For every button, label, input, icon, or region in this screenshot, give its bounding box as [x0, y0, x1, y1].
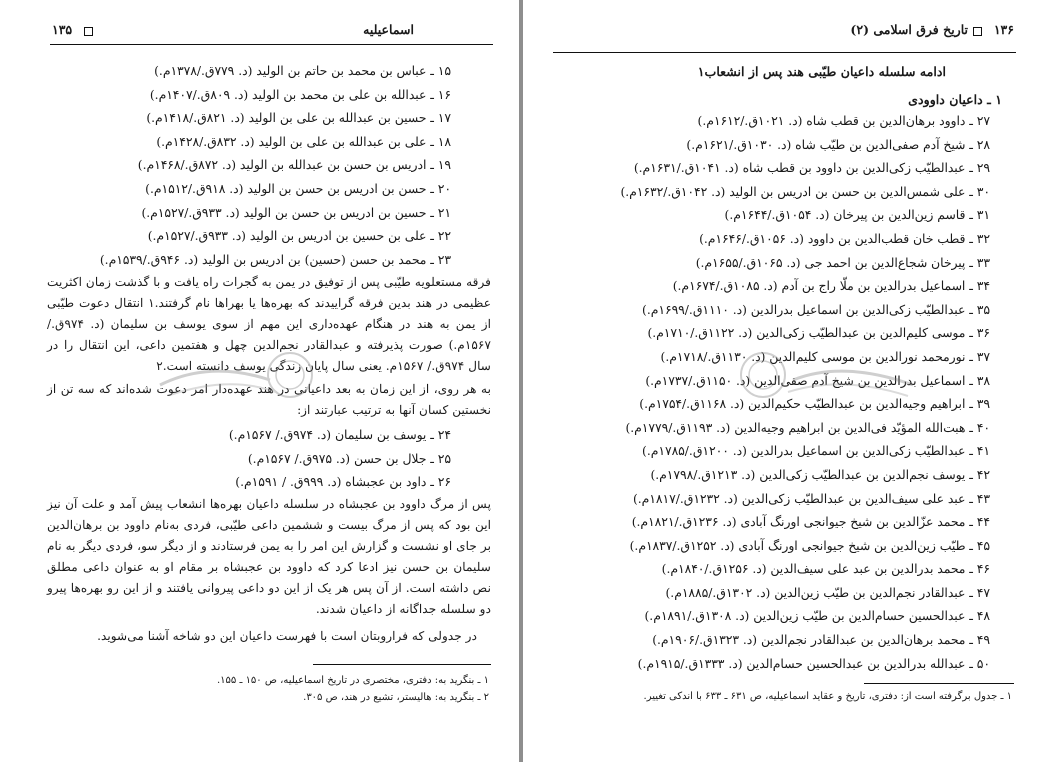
right-footnote-separator [864, 683, 1014, 684]
paragraph-3: پس از مرگ داوود بن عجبشاه در سلسله داعیان بهره‌ها انشعاب پیش آمد و علت آن نیز این بود که پس از مرگ بیست و ششمین داعی طیّبی، فردی به‌نام داوود بن برهان‌الدین بر جای او نشست و گزارش این امر را به یمن فرستادند و از دیگر سو، فردی دیگر به نام سلیمان بن حسن نیز ادعا کرد که داوود بن عجبشاه بر مقام او به عنوان داعی مطلق نص داشته است. از آن پس هر یک از این دو داعی پیروانی یافتند و از این رو بهره‌ها پیرو دو سلسله جداگانه از داعیان شدند. [47, 497, 491, 616]
right-list-item: ۴۱ ـ عبدالطیّب زکی‌الدین بن اسماعیل بدرالدین (د. ۱۲۰۰ق./۱۷۸۵م.) [642, 444, 990, 459]
right-list-item: ۴۳ ـ عبد علی سیف‌الدین بن عبدالطیّب زکی‌الدین (د. ۱۲۳۲ق./۱۸۱۷م.) [632, 491, 990, 506]
right-list-item: ۴۹ ـ محمد برهان‌الدین بن عبدالقادر نجم‌الدین (د. ۱۳۲۳ق./۱۹۰۶م.) [652, 633, 990, 648]
right-list-item: ۲۷ ـ داوود برهان‌الدین بن قطب شاه (د. ۱۰۲۱ق./۱۶۱۲م.) [697, 114, 990, 128]
paragraph-4: در جدولی که فراروبتان است با فهرست داعیان این دو شاخه آشنا می‌شوید. [97, 629, 477, 643]
footnote-1: ۱ ـ بنگرید به: دفتری، مختصری در تاریخ اسماعیلیه، ص ۱۵۰ ـ ۱۵۵. [216, 675, 489, 686]
left-header-title: اسماعیلیه [363, 22, 414, 37]
right-list-item: ۳۰ ـ علی شمس‌الدین بن حسن بن ادریس بن الولید (د. ۱۰۴۲ق./۱۶۳۲م.) [620, 184, 990, 199]
left-header-rule [50, 44, 493, 45]
right-list-item: ۲۸ ـ شیخ آدم صفی‌الدین بن طیّب شاه (د. ۱۰۳۰ق./۱۶۲۱م.) [686, 137, 990, 152]
paragraph-1: فرقه مستعلویه طیّبی پس از توفیق در یمن به گجرات راه یافت و با گذشت زمان اکثریت عظیمی در هند بدین فرقه گراییدند که بهره‌ها یا بهراها نام گرفتند.۱ انتقال دعوت طیّبی از یمن به هند در هنگام عهده‌داری این مهم از سوی یوسف بن سلیمان (د. ۹۷۴ق./ ۱۵۶۷م.) صورت پذیرفته و عبدالقادر نجم‌الدین چهل و هفتمین داعی، این انتقال را در سال ۹۷۴ق./ ۱۵۶۷م. یعنی سال پایان زندگی یوسف دانسته است.۲ [47, 275, 491, 373]
left-list-top-item: ۲۲ ـ علی بن حسین بن ادریس بن الولید (د. ۹۳۳ق./۱۵۲۷م.) [147, 229, 451, 244]
paragraph-2: به هر روی، از این زمان به بعد داعیانی در هند عهده‌دار امر دعوت شده‌اند که سه تن از نخستین کسان آنها به ترتیب عبارتند از: [47, 382, 491, 417]
right-list-item: ۴۲ ـ یوسف نجم‌الدین بن عبدالطیّب زکی‌الدین (د. ۱۲۱۳ق./۱۷۹۸م.) [650, 467, 990, 482]
right-page [523, 0, 1042, 762]
left-list-top-item: ۲۳ ـ محمد بن حسن (حسین) بن ادریس بن الولید (د. ۹۴۶ق./۱۵۳۹م.) [99, 252, 451, 267]
footnote-2: ۲ ـ بنگرید به: هالیستر، تشیع در هند، ص ۳۰۵. [303, 692, 489, 703]
right-list-item: ۵۰ ـ عبدالله بدرالدین بن عبدالحسین حسام‌الدین (د. ۱۳۳۳ق./۱۹۱۵م.) [637, 656, 990, 671]
right-list-item: ۳۳ ـ پیرخان شجاع‌الدین بن احمد جی (د. ۱۰۶۵ق./۱۶۵۵م.) [695, 255, 990, 270]
left-list-mid-item: ۲۴ ـ یوسف بن سلیمان (د. ۹۷۴ق./ ۱۵۶۷م.) [228, 428, 451, 442]
header-square-icon [973, 27, 982, 36]
subheading-davoodi: ۱ ـ داعیان داوودی [908, 92, 1002, 107]
right-list-item: ۳۸ ـ اسماعیل بدرالدین بن شیخ آدم صفی‌الدین (د. ۱۱۵۰ق./۱۷۳۷م.) [645, 373, 990, 388]
right-list-item: ۴۶ ـ محمد بدرالدین بن عبد علی سیف‌الدین (د. ۱۲۵۶ق./۱۸۴۰م.) [661, 562, 990, 577]
left-list-mid-item: ۲۵ ـ جلال بن حسن (د. ۹۷۵ق./ ۱۵۶۷م.) [247, 451, 451, 466]
left-header-page-number: ۱۳۵ [52, 22, 73, 37]
left-footnotes [49, 672, 489, 706]
left-list-top-item: ۱۹ ـ ادریس بن حسن بن عبدالله بن الولید (د. ۸۷۲ق./۱۴۶۸م.) [137, 158, 451, 173]
watermark-stamp-icon [723, 340, 923, 410]
watermark-stamp-icon [150, 340, 350, 410]
left-list-top-item: ۱۵ ـ عباس بن محمد بن حاتم بن الولید (د. ۷۷۹ق./۱۳۷۸م.) [154, 64, 451, 78]
right-list-item: ۳۱ ـ قاسم زین‌الدین بن پیرخان (د. ۱۰۵۴ق./۱۶۴۴م.) [724, 208, 990, 223]
left-paragraphs-bottom [47, 494, 491, 647]
left-list-top-item: ۱۷ ـ حسین بن عبدالله بن علی بن الولید (د. ۸۲۱ق./۱۴۱۸م.) [146, 111, 451, 126]
left-list-top-item: ۱۸ ـ علی بن عبدالله بن علی بن الولید (د. ۸۳۲ق./۱۴۲۸م.) [156, 134, 451, 149]
right-list-item: ۲۹ ـ عبدالطیّب زکی‌الدین بن داوود بن قطب شاه (د. ۱۰۴۱ق./۱۶۳۱م.) [633, 161, 990, 176]
right-list-item: ۳۹ ـ ابراهیم وجیه‌الدین بن عبدالطیّب حکیم‌الدین (د. ۱۱۶۸ق./۱۷۵۴م.) [639, 397, 990, 412]
right-list-item: ۴۸ ـ عبدالحسین حسام‌الدین بن طیّب زین‌الدین (د. ۱۳۰۸ق./۱۸۹۱م.) [644, 609, 990, 624]
right-header-title: تاریخ فرق اسلامی (۲) [850, 22, 968, 37]
right-list-item: ۳۴ ـ اسماعیل بدرالدین بن ملّا راج بن آدم (د. ۱۰۸۵ق./۱۶۷۴م.) [672, 279, 990, 294]
left-list-top-item: ۱۶ ـ عبدالله بن علی بن محمد بن الولید (د. ۸۰۹ق./۱۴۰۷م.) [149, 87, 451, 102]
right-list-item: ۴۰ ـ هبت‌الله المؤیّد فی‌الدین بن ابراهیم وجیه‌الدین (د. ۱۱۹۳ق./۱۷۷۹م.) [625, 420, 990, 435]
right-list-item: ۳۵ ـ عبدالطیّب زکی‌الدین بن اسماعیل بدرالدین (د. ۱۱۱۰ق./۱۶۹۹م.) [642, 302, 990, 317]
right-list-item: ۳۲ ـ قطب خان قطب‌الدین بن داوود (د. ۱۰۵۶ق./۱۶۴۶م.) [699, 231, 990, 246]
right-list-item: ۴۵ ـ طیّب زین‌الدین بن شیخ جیوانجی اورنگ آبادی (د. ۱۲۵۲ق./۱۸۳۷م.) [629, 538, 990, 553]
right-footnote-1: ۱ ـ جدول برگرفته است از: دفتری، تاریخ و عقاید اسماعیلیه، ص ۶۳۱ ـ ۶۳۳ با اندکی تغییر. [643, 691, 1012, 702]
left-list-top [31, 60, 451, 272]
right-footnotes [542, 688, 1012, 705]
right-list-item: ۴۷ ـ عبدالقادر نجم‌الدین بن طیّب زین‌الدین (د. ۱۳۰۲ق./۱۸۸۵م.) [665, 585, 990, 600]
right-header-page-number: ۱۳۶ [993, 22, 1014, 37]
left-footnote-separator [313, 664, 491, 665]
right-list-item: ۳۶ ـ موسی کلیم‌الدین بن عبدالطیّب زکی‌الدین (د. ۱۱۲۲ق./۱۷۱۰م.) [647, 326, 990, 341]
section-title: ادامه سلسله داعیان طیّبی هند پس از انشعاب۱ [697, 64, 946, 79]
left-list-top-item: ۲۰ ـ حسن بن ادریس بن حسن بن الولید (د. ۹۱۸ق./۱۵۱۲م.) [145, 181, 451, 196]
left-list-mid [51, 424, 451, 495]
left-page [0, 0, 519, 762]
header-square-icon [84, 27, 93, 36]
left-list-top-item: ۲۱ ـ حسین بن ادریس بن حسن بن الولید (د. ۹۳۳ق./۱۵۲۷م.) [141, 205, 451, 220]
right-list-item: ۴۴ ـ محمد عزّالدین بن شیخ جیوانجی اورنگ آبادی (د. ۱۲۳۶ق./۱۸۲۱م.) [631, 515, 990, 530]
right-list-item: ۳۷ ـ نورمحمد نورالدین بن موسی کلیم‌الدین (د. ۱۱۳۰ق./۱۷۱۸م.) [660, 349, 990, 364]
right-header-rule [553, 52, 1016, 53]
left-list-mid-item: ۲۶ ـ داود بن عجبشاه (د. ۹۹۹ق. / ۱۵۹۱م.) [235, 475, 451, 490]
